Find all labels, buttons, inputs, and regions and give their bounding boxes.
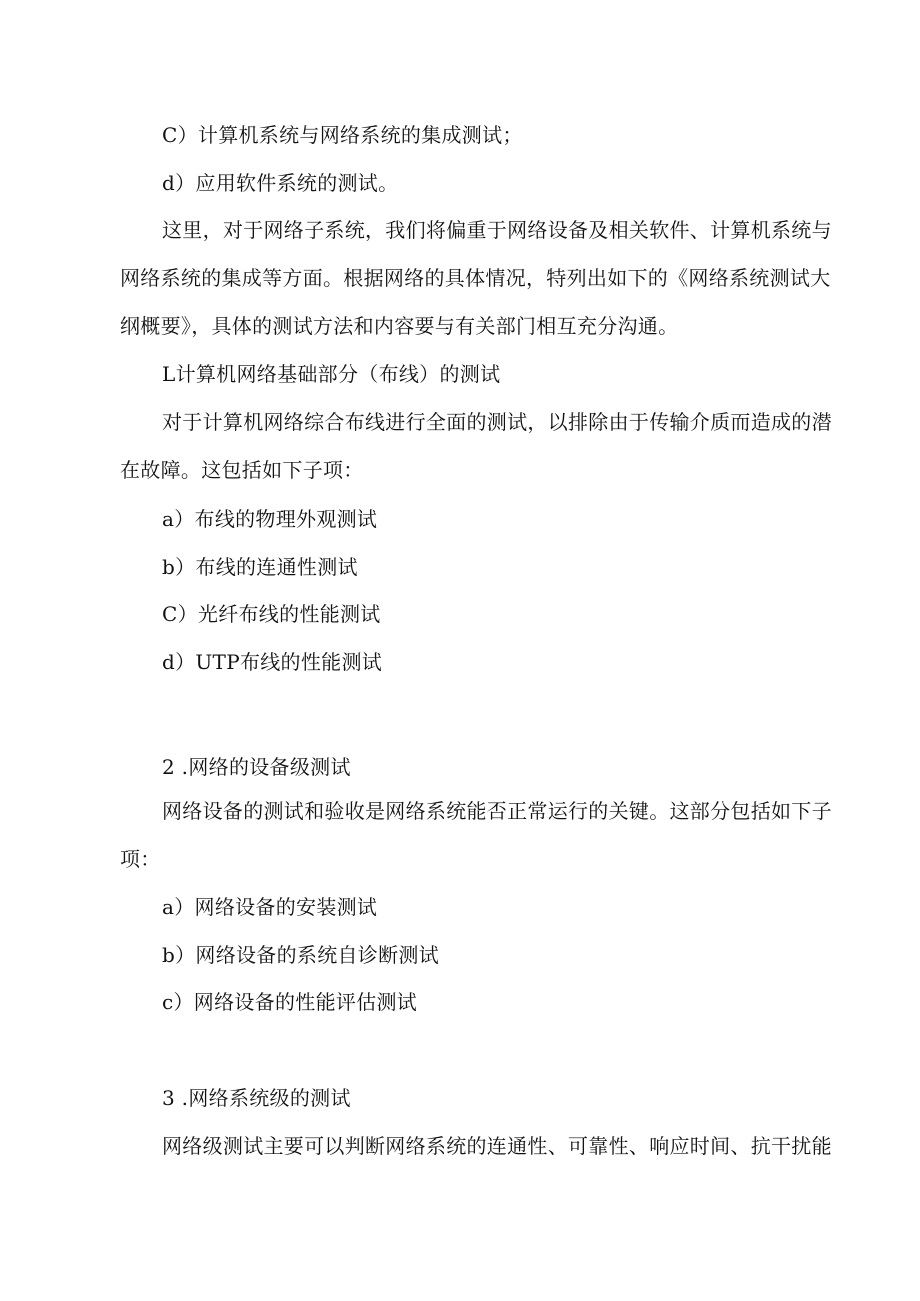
- list-item-c-fiber: C）光纤布线的性能测试: [162, 602, 381, 626]
- paragraph-intro-line-3: 纲概要》，具体的测试方法和内容要与有关部门相互充分沟通。: [120, 314, 679, 338]
- list-item-a-physical: a）布线的物理外观测试: [162, 507, 378, 531]
- list-item-b-self-diagnosis: b）网络设备的系统自诊断测试: [162, 943, 440, 967]
- paragraph-system-line-1: 网络级测试主要可以判断网络系统的连通性、可靠性、响应时间、抗干扰能: [162, 1134, 832, 1158]
- list-item-d-utp: d）UTP布线的性能测试: [162, 650, 383, 674]
- section-heading-1: L计算机网络基础部分（布线）的测试: [162, 362, 501, 386]
- paragraph-device-line-2: 项：: [120, 847, 161, 871]
- list-item-c-integration: C）计算机系统与网络系统的集成测试；: [162, 123, 523, 147]
- paragraph-cabling-line-2: 在故障。这包括如下子项：: [120, 458, 364, 482]
- paragraph-cabling-line-1: 对于计算机网络综合布线进行全面的测试，以排除由于传输介质而造成的潜: [162, 410, 832, 434]
- list-item-b-connectivity: b）布线的连通性测试: [162, 555, 358, 579]
- list-item-c-performance: c）网络设备的性能评估测试: [162, 990, 418, 1014]
- paragraph-device-line-1: 网络设备的测试和验收是网络系统能否正常运行的关键。这部分包括如下子: [162, 799, 832, 823]
- paragraph-intro-line-2: 网络系统的集成等方面。根据网络的具体情况，特列出如下的《网络系统测试大: [120, 266, 831, 290]
- list-item-d-app-software: d）应用软件系统的测试。: [162, 171, 399, 195]
- section-heading-2: 2 .网络的设备级测试: [162, 755, 351, 779]
- section-heading-3: 3 .网络系统级的测试: [162, 1086, 351, 1110]
- paragraph-intro-line-1: 这里，对于网络子系统，我们将偏重于网络设备及相关软件、计算机系统与: [162, 218, 832, 242]
- list-item-a-install: a）网络设备的安装测试: [162, 895, 378, 919]
